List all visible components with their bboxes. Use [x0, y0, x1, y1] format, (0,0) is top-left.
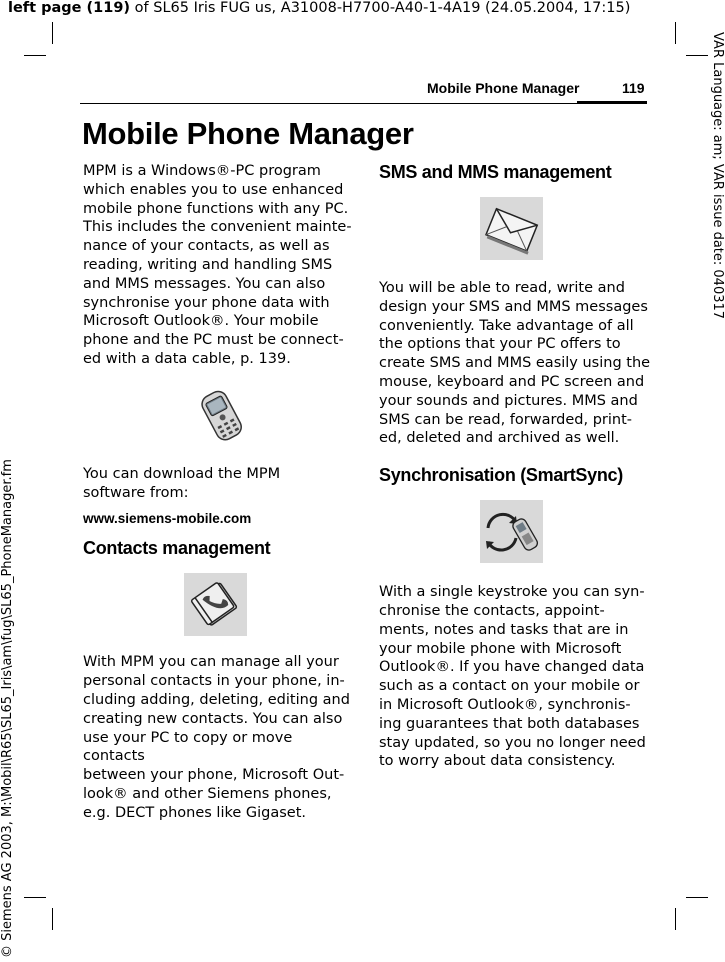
- text-line: to worry about data consistency.: [379, 753, 616, 770]
- text-line: look® and other Siemens phones,: [83, 785, 332, 802]
- text-line: With a single keystroke you can syn-: [379, 584, 645, 601]
- crop-mark: [24, 897, 46, 898]
- text-line: design your SMS and MMS messages: [379, 298, 648, 315]
- text-line: the options that your PC offers to: [379, 336, 621, 353]
- text-line: your mobile phone with Microsoft: [379, 640, 622, 657]
- text-line: MPM is a Windows®-PC program: [83, 163, 321, 179]
- crop-mark: [52, 908, 53, 930]
- text-line: creating new contacts. You can also: [83, 710, 343, 727]
- intro-paragraph: [83, 162, 355, 369]
- header-rule: [80, 103, 647, 104]
- text-line: ing guarantees that both databases: [379, 715, 640, 732]
- text-line: create SMS and MMS easily using the: [379, 355, 651, 372]
- text-line: conveniently. Take advantage of all: [379, 317, 634, 334]
- header-rule-accent: [577, 101, 647, 104]
- text-line: such as a contact on your mobile or: [379, 678, 640, 695]
- text-line: synchronise your phone data with: [83, 294, 330, 311]
- text-line: between your phone, Microsoft Out-: [83, 767, 345, 784]
- sms-heading: SMS and MMS management: [379, 162, 612, 182]
- download-url[interactable]: www.siemens-mobile.com: [83, 511, 252, 527]
- download-paragraph: [83, 465, 355, 503]
- text-line: chronise the contacts, appoint-: [379, 602, 605, 619]
- crop-mark: [52, 22, 53, 44]
- contacts-book-icon: [83, 573, 355, 637]
- crop-mark: [686, 55, 708, 56]
- text-line: ed, deleted and archived as well.: [379, 430, 620, 447]
- text-line: e.g. DECT phones like Gigaset.: [83, 804, 307, 821]
- right-column: [379, 162, 651, 771]
- crop-mark: [686, 897, 708, 898]
- crop-mark: [675, 22, 676, 44]
- text-line: cluding adding, deleting, editing and: [83, 691, 350, 708]
- text-line: reading, writing and handling SMS: [83, 256, 333, 273]
- crop-mark: [675, 908, 676, 930]
- text-line: Outlook®. If you have changed data: [379, 659, 645, 676]
- sync-heading: Synchronisation (SmartSync): [379, 465, 623, 486]
- sync-icon: [379, 500, 651, 564]
- running-head-page-number: 119: [622, 80, 645, 96]
- crop-mark: [24, 55, 46, 56]
- text-line: use your PC to copy or move contacts: [83, 729, 293, 765]
- running-head-title: Mobile Phone Manager: [427, 80, 580, 96]
- text-line: nance of your contacts, as well as: [83, 238, 330, 255]
- side-note-left-text: © Siemens AG 2003, M:\Mobil\R65\SL65_Iris\am\fug\SL65_PhoneManager.fm: [0, 459, 15, 958]
- left-column: [83, 162, 355, 823]
- text-line: Microsoft Outlook®. Your mobile: [83, 313, 319, 330]
- print-header-text: of SL65 Iris FUG us, A31008-H7700-A40-1-4A19 (24.05.2004, 17:15): [130, 0, 631, 16]
- text-line: You can download the MPM: [83, 465, 281, 482]
- page-title: Mobile Phone Manager: [82, 116, 414, 151]
- sync-paragraph: [379, 583, 651, 771]
- side-note-right-text: VAR Language: am; VAR issue date: 040317: [710, 32, 725, 320]
- text-line: software from:: [83, 484, 189, 501]
- text-line: which enables you to use enhanced: [83, 181, 344, 198]
- text-line: ed with a data cable, p. 139.: [83, 350, 291, 367]
- text-line: ments, notes and tasks that are in: [379, 621, 629, 638]
- contacts-paragraph: [83, 653, 355, 822]
- sms-paragraph: [379, 279, 651, 448]
- side-note-right: [710, 32, 725, 432]
- side-note-left: [0, 459, 15, 960]
- text-line: in Microsoft Outlook®, synchronis-: [379, 696, 631, 713]
- text-line: SMS can be read, forwarded, print-: [379, 411, 633, 428]
- contacts-heading: Contacts management: [83, 538, 271, 559]
- print-header-bold: left page (119): [8, 0, 131, 16]
- text-line: With MPM you can manage all your: [83, 654, 339, 671]
- print-header: [8, 0, 630, 16]
- text-line: stay updated, so you no longer need: [379, 734, 646, 751]
- text-line: This includes the convenient mainte-: [83, 219, 352, 236]
- text-line: You will be able to read, write and: [379, 280, 625, 296]
- text-line: personal contacts in your phone, in-: [83, 673, 345, 690]
- text-line: your sounds and pictures. MMS and: [379, 392, 638, 409]
- envelope-icon: [379, 197, 651, 261]
- text-line: mobile phone functions with any PC.: [83, 200, 349, 217]
- text-line: phone and the PC must be connect-: [83, 332, 344, 349]
- mobile-phone-icon: [83, 387, 355, 447]
- text-line: and MMS messages. You can also: [83, 275, 326, 292]
- text-line: mouse, keyboard and PC screen and: [379, 373, 645, 390]
